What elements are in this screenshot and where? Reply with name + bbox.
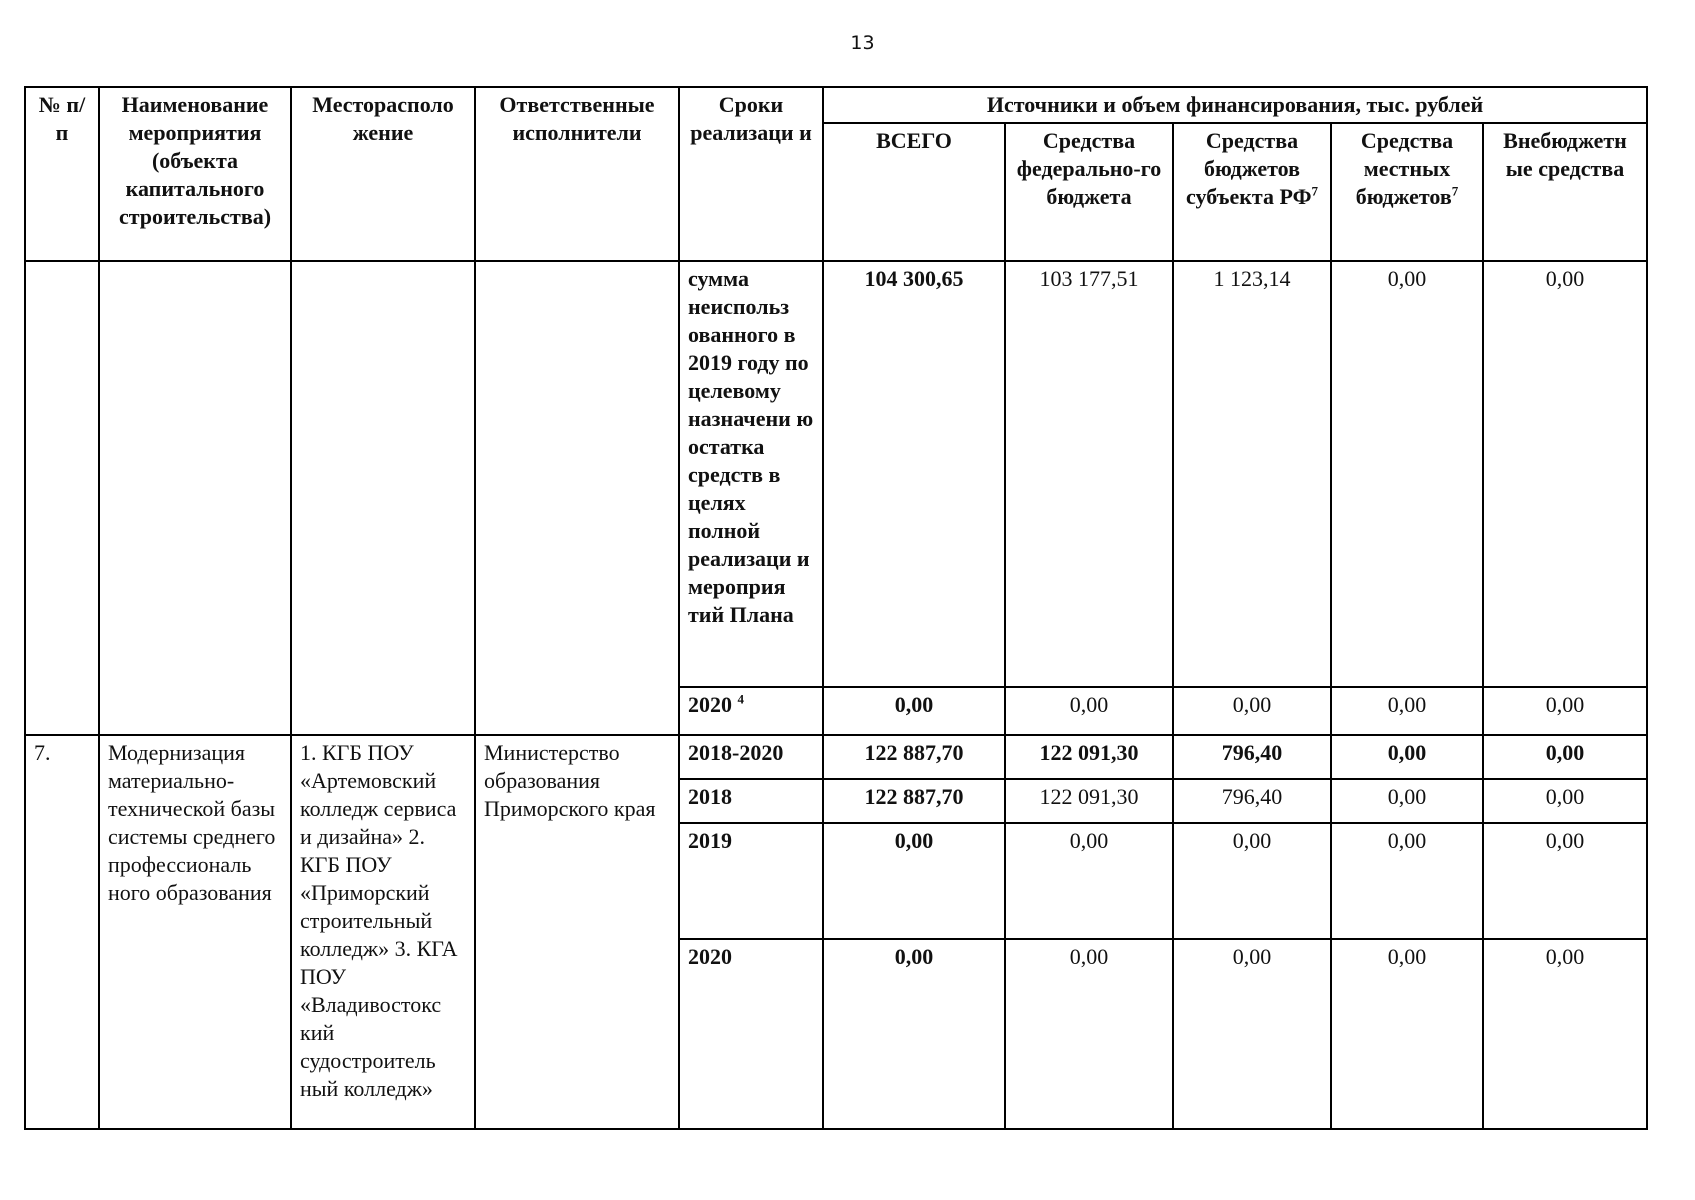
table-row [25, 261, 1647, 687]
local-cell: 0,00 [1331, 939, 1483, 1129]
empty-cell [25, 261, 99, 735]
total-cell: 122 887,70 [823, 735, 1005, 779]
total-cell: 104 300,65 [823, 261, 1005, 687]
header-local-text: Средства местных бюджетов [1355, 128, 1454, 209]
federal-cell: 0,00 [1005, 687, 1173, 735]
total-cell: 122 887,70 [823, 779, 1005, 823]
subject-cell: 1 123,14 [1173, 261, 1331, 687]
term-cell: 2020 [679, 939, 823, 1129]
extra-cell: 0,00 [1483, 939, 1647, 1129]
extra-cell: 0,00 [1483, 261, 1647, 687]
subject-cell: 796,40 [1173, 735, 1331, 779]
subject-cell: 796,40 [1173, 779, 1331, 823]
term-cell: 2019 [679, 823, 823, 939]
subject-cell: 0,00 [1173, 939, 1331, 1129]
header-subject-footnote: 7 [1311, 183, 1318, 199]
header-terms: Сроки реализаци и [679, 87, 823, 261]
header-funding-group: Источники и объем финансирования, тыс. рублей [823, 87, 1647, 123]
total-cell: 0,00 [823, 939, 1005, 1129]
term-cell: 2018 [679, 779, 823, 823]
header-extra: Внебюджетн ые средства [1483, 123, 1647, 261]
local-cell: 0,00 [1331, 735, 1483, 779]
local-cell: 0,00 [1331, 823, 1483, 939]
subject-cell: 0,00 [1173, 823, 1331, 939]
extra-cell: 0,00 [1483, 823, 1647, 939]
federal-cell: 103 177,51 [1005, 261, 1173, 687]
total-cell: 0,00 [823, 823, 1005, 939]
local-cell: 0,00 [1331, 687, 1483, 735]
empty-cell [475, 261, 679, 735]
header-executors: Ответственные исполнители [475, 87, 679, 261]
extra-cell: 0,00 [1483, 779, 1647, 823]
header-location: Месторасполо жение [291, 87, 475, 261]
empty-cell [99, 261, 291, 735]
header-num: № п/п [25, 87, 99, 261]
term-cell: сумма неиспольз ованного в 2019 году по целевому назначени ю остатка средств в целях полной реализаци и мероприя тий Плана [679, 261, 823, 687]
term-cell [679, 687, 823, 735]
federal-cell: 122 091,30 [1005, 779, 1173, 823]
header-subject [1173, 123, 1331, 261]
header-local [1331, 123, 1483, 261]
item-executor-cell: Министерство образования Приморского края [475, 735, 679, 1129]
item-name-cell: Модернизация материально-технической базы системы среднего профессиональ ного образования [99, 735, 291, 1129]
empty-cell [291, 261, 475, 735]
extra-cell: 0,00 [1483, 687, 1647, 735]
header-name: Наименование мероприятия (объекта капитального строительства) [99, 87, 291, 261]
page-number: 13 [850, 32, 875, 54]
header-subject-text: Средства бюджетов субъекта РФ [1186, 128, 1312, 209]
table-row [25, 735, 1647, 779]
header-local-footnote: 7 [1451, 183, 1459, 199]
header-federal: Средства федерально-го бюджета [1005, 123, 1173, 261]
federal-cell: 122 091,30 [1005, 735, 1173, 779]
funding-table [24, 86, 1648, 1130]
local-cell: 0,00 [1331, 779, 1483, 823]
header-total: ВСЕГО [823, 123, 1005, 261]
term-text: 2020 [688, 692, 732, 717]
item-num-cell: 7. [25, 735, 99, 1129]
item-location-cell: 1. КГБ ПОУ «Артемовский колледж сервиса и дизайна» 2. КГБ ПОУ «Приморский строительный колледж» 3. КГА ПОУ «Владивостокс кий судостроитель ный колледж» [291, 735, 475, 1129]
subject-cell: 0,00 [1173, 687, 1331, 735]
federal-cell: 0,00 [1005, 823, 1173, 939]
federal-cell: 0,00 [1005, 939, 1173, 1129]
header-row-1 [25, 87, 1647, 123]
total-cell: 0,00 [823, 687, 1005, 735]
local-cell: 0,00 [1331, 261, 1483, 687]
extra-cell: 0,00 [1483, 735, 1647, 779]
term-footnote: 4 [737, 691, 744, 707]
term-cell: 2018-2020 [679, 735, 823, 779]
